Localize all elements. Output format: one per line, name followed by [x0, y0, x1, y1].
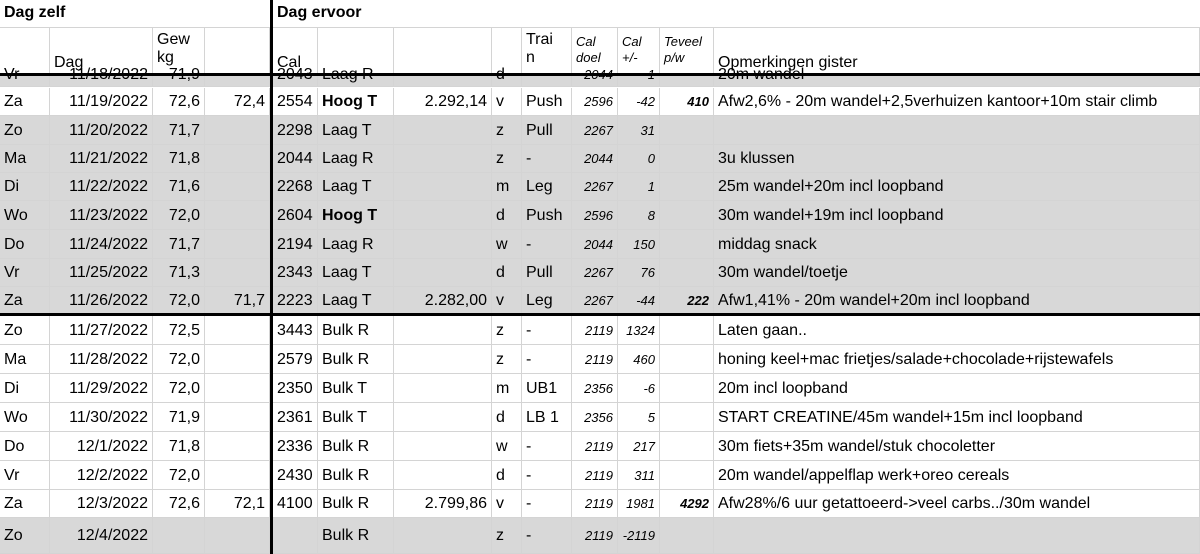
header-cal[interactable]: Cal [273, 28, 318, 75]
cell-date[interactable]: 11/27/2022 [50, 316, 153, 345]
cell-weekly-total[interactable] [394, 345, 492, 374]
table-row [0, 145, 1200, 173]
cell-opmerking[interactable]: 30m fiets+35m wandel/stuk chocoletter [714, 432, 1200, 461]
cell-day-letter[interactable]: m [492, 173, 522, 201]
cell-weight[interactable]: 72,6 [153, 490, 205, 518]
cell-cal-doel[interactable]: 2267 [572, 259, 618, 287]
cell-date[interactable]: 11/25/2022 [50, 259, 153, 287]
cell-date[interactable]: 11/20/2022 [50, 116, 153, 145]
cell-date[interactable]: 11/24/2022 [50, 230, 153, 259]
cell-weight[interactable]: 71,8 [153, 145, 205, 173]
cell-date[interactable]: 12/4/2022 [50, 518, 153, 554]
table-row [0, 116, 1200, 145]
cell-weekly-total[interactable] [394, 201, 492, 230]
cell-day-type[interactable]: Bulk R [318, 490, 394, 518]
cell-day-type[interactable]: Bulk R [318, 461, 394, 490]
header-divider [0, 73, 1200, 76]
cell-opmerking[interactable]: Afw28%/6 uur getattoeerd->veel carbs../30m wandel [714, 490, 1200, 518]
cell-training[interactable]: - [522, 518, 572, 554]
header-dag[interactable]: Dag [50, 28, 153, 75]
cell-opmerking[interactable]: Afw2,6% - 20m wandel+2,5verhuizen kantoor+10m stair climb [714, 88, 1200, 116]
cell-cal-doel[interactable]: 2119 [572, 432, 618, 461]
cell-weekly-total[interactable]: 2.292,14 [394, 88, 492, 116]
table-row [0, 345, 1200, 374]
partial-doel[interactable] [572, 75, 618, 87]
cell-teveel[interactable]: 222 [660, 287, 714, 315]
cell-cal-pm[interactable]: 76 [618, 259, 660, 287]
cell-day-letter[interactable]: d [492, 403, 522, 432]
cell-day-type[interactable]: Hoog T [318, 88, 394, 116]
cell-calories[interactable]: 2430 [273, 461, 318, 490]
cell-weekly-total[interactable] [394, 403, 492, 432]
cell-calories[interactable]: 2361 [273, 403, 318, 432]
cell-weight-avg[interactable] [205, 145, 270, 173]
cell-calories[interactable]: 2350 [273, 374, 318, 403]
cell-opmerking[interactable]: 25m wandel+20m incl loopband [714, 173, 1200, 201]
cell-cal-pm[interactable]: 0 [618, 145, 660, 173]
cell-weight-avg[interactable]: 71,7 [205, 287, 270, 315]
cell-day-letter[interactable]: v [492, 88, 522, 116]
cell-training[interactable]: - [522, 432, 572, 461]
cell-cal-pm[interactable]: 5 [618, 403, 660, 432]
cell-teveel[interactable]: 410 [660, 88, 714, 116]
cell-teveel[interactable] [660, 432, 714, 461]
table-row [0, 230, 1200, 259]
cell-weight-avg[interactable] [205, 461, 270, 490]
table-row [0, 173, 1200, 201]
cell-day-type[interactable]: Laag R [318, 230, 394, 259]
cell-weekly-total[interactable]: 2.799,86 [394, 490, 492, 518]
cell-cal-pm[interactable]: -44 [618, 287, 660, 315]
partial-d[interactable] [492, 75, 522, 87]
cell-weekly-total[interactable] [394, 145, 492, 173]
cell-weekly-total[interactable] [394, 116, 492, 145]
cell-date[interactable]: 11/19/2022 [50, 88, 153, 116]
cell-weekly-total[interactable]: 2.282,00 [394, 287, 492, 315]
partial-train[interactable] [522, 75, 572, 87]
header-gew: Gew [157, 31, 190, 48]
cell-day-type[interactable]: Laag T [318, 116, 394, 145]
cell-cal-pm[interactable]: 1 [618, 173, 660, 201]
column-divider [270, 0, 273, 554]
cell-teveel[interactable] [660, 259, 714, 287]
partial-avg[interactable] [205, 75, 270, 87]
header-teveel[interactable]: Teveel p/w [660, 28, 714, 75]
cell-weight-avg[interactable] [205, 259, 270, 287]
cell-day-type[interactable]: Hoog T [318, 201, 394, 230]
cell-cal-pm[interactable]: 31 [618, 116, 660, 145]
cell-weight[interactable]: 71,8 [153, 432, 205, 461]
cell-training[interactable]: Push [522, 201, 572, 230]
table-row [0, 259, 1200, 287]
table-row [0, 490, 1200, 518]
cell-cal-doel[interactable]: 2596 [572, 88, 618, 116]
cell-calories[interactable]: 2268 [273, 173, 318, 201]
cell-calories[interactable]: 2044 [273, 145, 318, 173]
cell-date[interactable]: 11/23/2022 [50, 201, 153, 230]
cell-weight[interactable]: 71,7 [153, 116, 205, 145]
cell-weight-avg[interactable] [205, 518, 270, 554]
cell-weight-avg[interactable] [205, 403, 270, 432]
cell-weekday[interactable]: Za [0, 287, 50, 315]
cell-weekly-total[interactable] [394, 173, 492, 201]
cell-day-letter[interactable]: v [492, 490, 522, 518]
cell-cal-doel[interactable]: 2044 [572, 230, 618, 259]
cell-weekday[interactable]: Do [0, 432, 50, 461]
cell-cal-pm[interactable]: 311 [618, 461, 660, 490]
cell-weekly-total[interactable] [394, 374, 492, 403]
cell-weekly-total[interactable] [394, 518, 492, 554]
table-row-partial [0, 75, 1200, 87]
cell-cal-pm[interactable]: 8 [618, 201, 660, 230]
cell-calories[interactable]: 2223 [273, 287, 318, 315]
cell-weekday[interactable]: Vr [0, 461, 50, 490]
table-row [0, 287, 1200, 315]
table-row [0, 374, 1200, 403]
cell-weight[interactable]: 72,0 [153, 374, 205, 403]
cell-day-type[interactable]: Bulk T [318, 374, 394, 403]
cell-training[interactable]: - [522, 345, 572, 374]
cell-opmerking[interactable]: 30m wandel+19m incl loopband [714, 201, 1200, 230]
cell-training[interactable]: Leg [522, 173, 572, 201]
cell-day-letter[interactable]: z [492, 116, 522, 145]
cell-teveel[interactable] [660, 345, 714, 374]
header-group-row [0, 0, 1200, 28]
cell-weight-avg[interactable] [205, 116, 270, 145]
cell-cal-doel[interactable]: 2356 [572, 374, 618, 403]
cell-training[interactable]: Pull [522, 116, 572, 145]
cell-training[interactable]: - [522, 145, 572, 173]
cell-day-letter[interactable]: w [492, 230, 522, 259]
table-row [0, 461, 1200, 490]
cell-day-letter[interactable]: d [492, 461, 522, 490]
cell-weekday[interactable]: Ma [0, 345, 50, 374]
cell-day-letter[interactable]: m [492, 374, 522, 403]
cell-cal-doel[interactable]: 2119 [572, 518, 618, 554]
cell-weekly-total[interactable] [394, 316, 492, 345]
cell-weight-avg[interactable] [205, 201, 270, 230]
partial-weekday[interactable] [0, 75, 50, 87]
cell-calories[interactable]: 2298 [273, 116, 318, 145]
cell-teveel[interactable] [660, 374, 714, 403]
cell-weekday[interactable]: Wo [0, 403, 50, 432]
cell-training[interactable]: Pull [522, 259, 572, 287]
cell-day-type[interactable]: Bulk R [318, 432, 394, 461]
cell-weekday[interactable]: Do [0, 230, 50, 259]
cell-teveel[interactable] [660, 173, 714, 201]
cell-opmerking[interactable]: 3u klussen [714, 145, 1200, 173]
cell-cal-pm[interactable]: 1324 [618, 316, 660, 345]
cell-cal-pm[interactable]: 217 [618, 432, 660, 461]
header-dag-zelf[interactable]: Dag zelf [0, 0, 270, 28]
cell-opmerking[interactable]: Laten gaan.. [714, 316, 1200, 345]
cell-date[interactable]: 11/28/2022 [50, 345, 153, 374]
cell-weekday[interactable]: Vr [0, 259, 50, 287]
cell-weight[interactable]: 71,7 [153, 230, 205, 259]
cell-cal-doel[interactable]: 2267 [572, 287, 618, 315]
cell-weight[interactable]: 72,0 [153, 345, 205, 374]
cell-weekday[interactable]: Ma [0, 145, 50, 173]
cell-calories[interactable]: 2604 [273, 201, 318, 230]
cell-training[interactable]: LB 1 [522, 403, 572, 432]
cell-cal-doel[interactable]: 2119 [572, 490, 618, 518]
cell-calories[interactable]: 2194 [273, 230, 318, 259]
cell-day-type[interactable]: Laag T [318, 287, 394, 315]
cell-weight-avg[interactable]: 72,1 [205, 490, 270, 518]
cell-day-type[interactable]: Bulk R [318, 518, 394, 554]
cell-weight[interactable]: 71,3 [153, 259, 205, 287]
cell-cal-pm[interactable]: -42 [618, 88, 660, 116]
cell-day-type[interactable]: Laag T [318, 173, 394, 201]
cell-training[interactable]: Push [522, 88, 572, 116]
cell-opmerking[interactable]: 20m incl loopband [714, 374, 1200, 403]
cell-opmerking[interactable]: middag snack [714, 230, 1200, 259]
cell-cal-pm[interactable]: 460 [618, 345, 660, 374]
header-opmerkingen[interactable]: Opmerkingen gister [714, 28, 1200, 75]
cell-cal-pm[interactable]: 150 [618, 230, 660, 259]
cell-day-type[interactable]: Bulk R [318, 345, 394, 374]
cell-weekly-total[interactable] [394, 259, 492, 287]
cell-opmerking[interactable] [714, 116, 1200, 145]
cell-weight-avg[interactable] [205, 316, 270, 345]
table-row [0, 201, 1200, 230]
partial-teveel[interactable] [660, 75, 714, 87]
cell-weekday[interactable]: Za [0, 490, 50, 518]
cell-weight[interactable] [153, 518, 205, 554]
cell-calories[interactable]: 3443 [273, 316, 318, 345]
cell-calories[interactable]: 2579 [273, 345, 318, 374]
cell-teveel[interactable] [660, 116, 714, 145]
cell-day-letter[interactable]: v [492, 287, 522, 315]
table-row [0, 316, 1200, 345]
cell-weight[interactable]: 72,0 [153, 461, 205, 490]
cell-opmerking[interactable]: START CREATINE/45m wandel+15m incl loopband [714, 403, 1200, 432]
cell-weekday[interactable]: Zo [0, 518, 50, 554]
table-row [0, 432, 1200, 461]
cell-weight[interactable]: 72,0 [153, 287, 205, 315]
cell-weight-avg[interactable] [205, 173, 270, 201]
cell-date[interactable]: 12/1/2022 [50, 432, 153, 461]
cell-date[interactable]: 12/2/2022 [50, 461, 153, 490]
cell-date[interactable]: 11/29/2022 [50, 374, 153, 403]
cell-teveel[interactable] [660, 230, 714, 259]
cell-day-letter[interactable]: d [492, 259, 522, 287]
cell-day-type[interactable]: Laag R [318, 145, 394, 173]
cell-day-letter[interactable]: w [492, 432, 522, 461]
cell-training[interactable]: - [522, 490, 572, 518]
cell-cal-doel[interactable]: 2267 [572, 116, 618, 145]
cell-weight[interactable]: 71,6 [153, 173, 205, 201]
cell-date[interactable]: 11/26/2022 [50, 287, 153, 315]
cell-weight-avg[interactable] [205, 345, 270, 374]
partial-pm[interactable] [618, 75, 660, 87]
cell-day-letter[interactable]: z [492, 518, 522, 554]
cell-calories[interactable] [273, 518, 318, 554]
header-train[interactable]: Trai n [522, 28, 572, 75]
cell-opmerking[interactable]: 30m wandel/toetje [714, 259, 1200, 287]
cell-training[interactable]: UB1 [522, 374, 572, 403]
cell-weekday[interactable]: Zo [0, 116, 50, 145]
cell-teveel[interactable] [660, 145, 714, 173]
partial-kg[interactable] [153, 75, 205, 87]
cell-calories[interactable]: 2554 [273, 88, 318, 116]
cell-opmerking[interactable]: honing keel+mac frietjes/salade+chocolade+rijstewafels [714, 345, 1200, 374]
header-avg[interactable] [205, 28, 270, 75]
cell-weekly-total[interactable] [394, 230, 492, 259]
cell-calories[interactable]: 2343 [273, 259, 318, 287]
cell-cal-doel[interactable]: 2119 [572, 461, 618, 490]
cell-weight[interactable]: 72,0 [153, 201, 205, 230]
partial-date[interactable] [50, 75, 153, 87]
table-row [0, 88, 1200, 116]
cell-teveel[interactable] [660, 201, 714, 230]
partial-cal[interactable] [273, 75, 318, 87]
cell-teveel[interactable] [660, 461, 714, 490]
cell-cal-doel[interactable]: 2119 [572, 316, 618, 345]
cell-weight[interactable]: 72,5 [153, 316, 205, 345]
cell-opmerking[interactable] [714, 518, 1200, 554]
cell-training[interactable]: - [522, 230, 572, 259]
header-total[interactable] [394, 28, 492, 75]
cell-weekday[interactable]: Di [0, 374, 50, 403]
cell-teveel[interactable]: 4292 [660, 490, 714, 518]
cell-weight-avg[interactable] [205, 374, 270, 403]
partial-opm[interactable] [714, 75, 1200, 87]
cell-cal-doel[interactable]: 2044 [572, 145, 618, 173]
cell-cal-pm[interactable]: -6 [618, 374, 660, 403]
cell-day-type[interactable]: Bulk T [318, 403, 394, 432]
cell-weight-avg[interactable] [205, 230, 270, 259]
partial-type[interactable] [318, 75, 394, 87]
cell-cal-doel[interactable]: 2356 [572, 403, 618, 432]
table-row [0, 518, 1200, 554]
header-cal-doel[interactable]: Cal doel [572, 28, 618, 75]
partial-total[interactable] [394, 75, 492, 87]
cell-training[interactable]: - [522, 316, 572, 345]
cell-weekly-total[interactable] [394, 461, 492, 490]
cell-weekday[interactable]: Zo [0, 316, 50, 345]
cell-date[interactable]: 11/30/2022 [50, 403, 153, 432]
cell-teveel[interactable] [660, 316, 714, 345]
cell-day-type[interactable]: Bulk R [318, 316, 394, 345]
cell-weight[interactable]: 71,9 [153, 403, 205, 432]
table-row [0, 403, 1200, 432]
header-kg: kg [157, 49, 174, 66]
cell-date[interactable]: 12/3/2022 [50, 490, 153, 518]
cell-weight-avg[interactable]: 72,4 [205, 88, 270, 116]
cell-weekday[interactable]: Di [0, 173, 50, 201]
cell-weight-avg[interactable] [205, 432, 270, 461]
week-divider [0, 313, 1200, 316]
cell-opmerking[interactable]: 20m wandel/appelflap werk+oreo cereals [714, 461, 1200, 490]
cell-training[interactable]: - [522, 461, 572, 490]
cell-weekday[interactable]: Za [0, 88, 50, 116]
cell-calories[interactable]: 4100 [273, 490, 318, 518]
cell-day-letter[interactable]: z [492, 316, 522, 345]
cell-date[interactable]: 11/22/2022 [50, 173, 153, 201]
cell-teveel[interactable] [660, 403, 714, 432]
cell-weight[interactable]: 72,6 [153, 88, 205, 116]
cell-cal-doel[interactable]: 2119 [572, 345, 618, 374]
cell-weekly-total[interactable] [394, 432, 492, 461]
cell-day-letter[interactable]: d [492, 201, 522, 230]
cell-cal-doel[interactable]: 2596 [572, 201, 618, 230]
cell-day-letter[interactable]: z [492, 345, 522, 374]
cell-day-type[interactable]: Laag T [318, 259, 394, 287]
cell-cal-pm[interactable]: -2119 [618, 518, 660, 554]
cell-training[interactable]: Leg [522, 287, 572, 315]
cell-opmerking[interactable]: Afw1,41% - 20m wandel+20m incl loopband [714, 287, 1200, 315]
cell-cal-doel[interactable]: 2267 [572, 173, 618, 201]
cell-teveel[interactable] [660, 518, 714, 554]
cell-cal-pm[interactable]: 1981 [618, 490, 660, 518]
header-dag-ervoor[interactable]: Dag ervoor [273, 0, 1200, 28]
cell-day-letter[interactable]: z [492, 145, 522, 173]
cell-calories[interactable]: 2336 [273, 432, 318, 461]
cell-date[interactable]: 11/21/2022 [50, 145, 153, 173]
cell-weekday[interactable]: Wo [0, 201, 50, 230]
header-cal-pm[interactable]: Cal +/- [618, 28, 660, 75]
